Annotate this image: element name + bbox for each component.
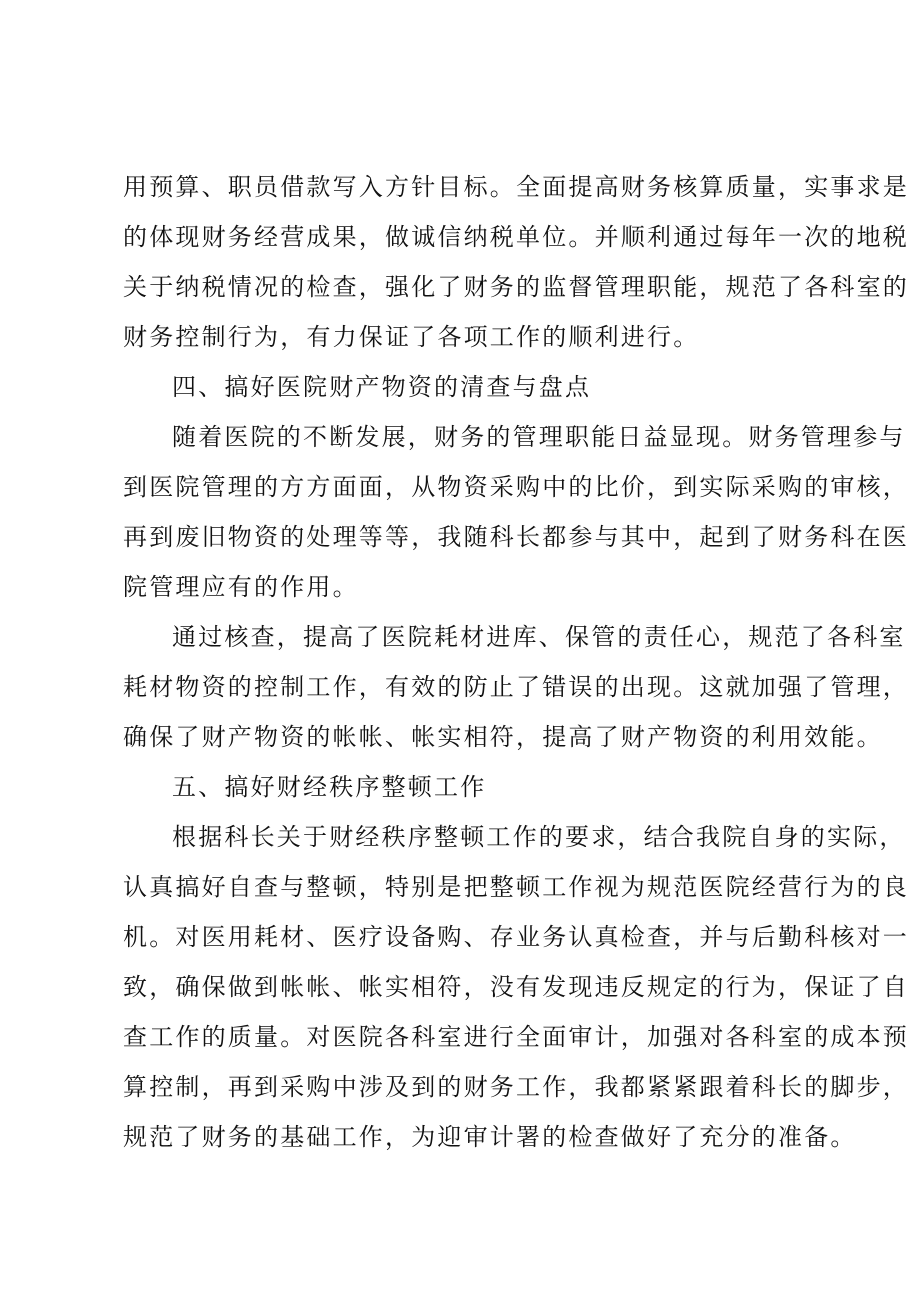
body-text-line: 规范了财务的基础工作，为迎审计署的检查做好了充分的准备。 bbox=[123, 1123, 857, 1151]
body-text-line: 耗材物资的控制工作，有效的防止了错误的出现。这就加强了管理， bbox=[123, 673, 909, 701]
body-text-line: 算控制，再到采购中涉及到的财务工作，我都紧紧跟着科长的脚步， bbox=[123, 1073, 909, 1101]
paragraph-first-line: 根据科长关于财经秩序整顿工作的要求，结合我院自身的实际， bbox=[172, 823, 906, 851]
body-text-line: 确保了财产物资的帐帐、帐实相符，提高了财产物资的利用效能。 bbox=[123, 723, 883, 751]
body-text-line: 查工作的质量。对医院各科室进行全面审计，加强对各科室的成本预 bbox=[123, 1023, 909, 1051]
section-heading: 五、搞好财经秩序整顿工作 bbox=[172, 773, 487, 801]
body-text-line: 机。对医用耗材、医疗设备购、存业务认真检查，并与后勤科核对一 bbox=[123, 923, 909, 951]
body-text-line: 的体现财务经营成果，做诚信纳税单位。并顺利通过每年一次的地税 bbox=[123, 223, 909, 251]
body-text-line: 认真搞好自查与整顿，特别是把整顿工作视为规范医院经营行为的良 bbox=[123, 873, 909, 901]
body-text-line: 到医院管理的方方面面，从物资采购中的比价，到实际采购的审核， bbox=[123, 473, 909, 501]
body-text-line: 用预算、职员借款写入方针目标。全面提高财务核算质量，实事求是 bbox=[123, 173, 909, 201]
body-text-line: 院管理应有的作用。 bbox=[123, 573, 359, 601]
body-text-line: 财务控制行为，有力保证了各项工作的顺利进行。 bbox=[123, 323, 700, 351]
body-text-line: 关于纳税情况的检查，强化了财务的监督管理职能，规范了各科室的 bbox=[123, 273, 909, 301]
body-text-line: 再到废旧物资的处理等等，我随科长都参与其中，起到了财务科在医 bbox=[123, 523, 909, 551]
body-text-line: 致，确保做到帐帐、帐实相符，没有发现违反规定的行为，保证了自 bbox=[123, 973, 909, 1001]
paragraph-first-line: 随着医院的不断发展，财务的管理职能日益显现。财务管理参与 bbox=[172, 423, 906, 451]
paragraph-first-line: 通过核查，提高了医院耗材进库、保管的责任心，规范了各科室 bbox=[172, 623, 906, 651]
section-heading: 四、搞好医院财产物资的清查与盘点 bbox=[172, 373, 592, 401]
